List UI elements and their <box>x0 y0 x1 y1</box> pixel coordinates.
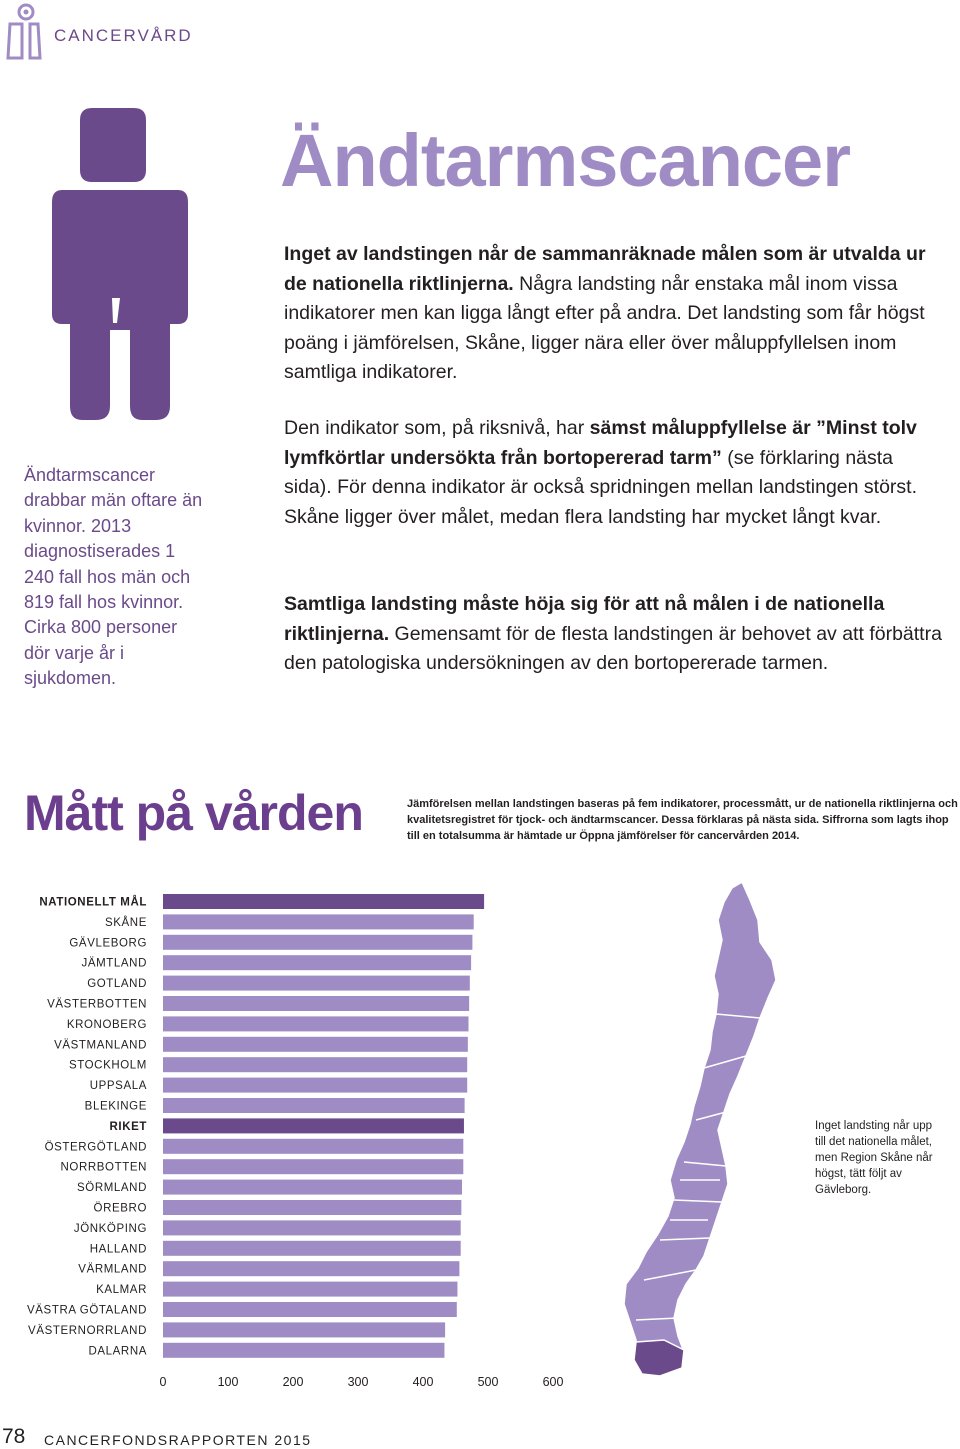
category-label: STOCKHOLM <box>68 1059 147 1072</box>
category-label: JÄMTLAND <box>81 957 147 970</box>
intro-paragraph-1 <box>284 240 944 388</box>
footer-text: CANCERFONDSRAPPORTEN 2015 <box>44 1432 312 1448</box>
x-tick-label: 300 <box>347 1375 369 1389</box>
bar <box>163 1220 461 1235</box>
bar <box>163 1322 445 1337</box>
bar <box>163 1057 467 1072</box>
x-tick-label: 500 <box>477 1375 499 1389</box>
category-label: RIKET <box>109 1120 147 1133</box>
intro-p2-c: (se förklaring nästa sida). För denna indikator är också spridningen mellan landstingen störst. Skåne ligger över målet, medan flera landsting har mycket långt kvar. <box>284 446 918 528</box>
bar <box>163 1016 469 1031</box>
category-label: SÖRMLAND <box>77 1182 147 1195</box>
bar <box>163 1282 457 1297</box>
bar <box>163 1037 468 1052</box>
person-icon <box>50 108 190 423</box>
category-label: SKÅNE <box>105 916 147 929</box>
bar <box>163 1261 459 1276</box>
section-label: CANCERVÅRD <box>54 26 193 45</box>
category-label: NATIONELLT MÅL <box>39 896 147 909</box>
section-icon <box>2 2 46 62</box>
category-label: NORRBOTTEN <box>60 1161 147 1174</box>
category-label: ÖSTERGÖTLAND <box>44 1141 147 1154</box>
x-tick-label: 0 <box>159 1375 167 1389</box>
intro-p3-text: Gemensamt för de flesta landstingen är behovet av att förbättra den patologiska undersökningen av den bortopererade tarmen. <box>284 622 942 674</box>
intro-p1-bold: Inget av landstingen når de sammanräknade målen som är utvalda ur de nationella riktlinjerna. <box>284 243 926 295</box>
page-number: 78 <box>2 1425 26 1448</box>
intro-p1-text: Några landsting når enstaka mål inom vissa indikatorer men kan ligga långt efter på andra. Det landsting som får högst poäng i jämförelsen, Skåne, ligger nära eller över måluppfyllelsen inom samtliga indikatorer. <box>284 272 925 383</box>
map-note: Inget landsting når upp till det nationella målet, men Region Skåne når högst, tätt följt av Gävleborg. <box>815 1120 933 1196</box>
intro-p2-bold: sämst måluppfyllelse är ”Minst tolv lymfkörtlar undersökta från bortopererad tarm” <box>284 417 917 469</box>
category-label: DALARNA <box>88 1345 147 1358</box>
bar <box>163 1159 463 1174</box>
matt-description: Jämförelsen mellan landstingen baseras på fem indikatorer, processmått, ur de nationella riktlinjerna och kvalitetsregistret för tjock- och ändtarmscancer. Dessa förklaras på nästa sida. Siffrorna som lagts ihop till en totalsumma är hämtade ur Öppna jämförelser för cancervården 2014. <box>407 798 958 842</box>
category-label: JÖNKÖPING <box>73 1222 147 1235</box>
category-label: KALMAR <box>96 1284 147 1297</box>
category-label: ÖREBRO <box>93 1202 147 1215</box>
bar <box>163 1098 465 1113</box>
category-label: HALLAND <box>89 1243 147 1256</box>
intro-p3-bold: Samtliga landsting måste höja sig för att nå målen i de nationella riktlinjerna. <box>284 593 885 645</box>
bar <box>163 1078 467 1093</box>
page-title: Ändtarmscancer <box>280 119 851 202</box>
bar <box>163 1200 461 1215</box>
category-label: VÄRMLAND <box>78 1263 147 1276</box>
category-label: GÄVLEBORG <box>69 937 147 950</box>
x-tick-label: 600 <box>542 1375 564 1389</box>
category-label: VÄSTMANLAND <box>54 1039 147 1052</box>
category-label: VÄSTRA GÖTALAND <box>27 1304 147 1317</box>
category-label: VÄSTERBOTTEN <box>47 998 147 1011</box>
bar <box>163 1302 457 1317</box>
bar <box>163 914 474 929</box>
intro-p2-a: Den indikator som, på riksnivå, har <box>284 417 590 439</box>
bar <box>163 935 472 950</box>
bar <box>163 1343 444 1358</box>
category-label: KRONOBERG <box>66 1018 147 1031</box>
sidebar-text: Ändtarmscancer drabbar män oftare än kvinnor. 2013 diagnostiserades 1 240 fall hos män och 819 fall hos kvinnor. Cirka 800 personer dör varje år i sjukdomen. <box>24 465 203 689</box>
category-label: BLEKINGE <box>84 1100 147 1113</box>
x-tick-label: 100 <box>217 1375 239 1389</box>
x-tick-label: 400 <box>412 1375 434 1389</box>
bar <box>163 1139 463 1154</box>
category-label: UPPSALA <box>89 1080 147 1093</box>
bar <box>163 894 484 909</box>
category-label: GOTLAND <box>87 978 147 991</box>
intro-paragraph-2 <box>284 414 944 532</box>
bar <box>163 1118 464 1133</box>
bar <box>163 955 471 970</box>
bar <box>163 1180 462 1195</box>
bar <box>163 1241 461 1256</box>
matt-title: Mått på vården <box>24 785 363 841</box>
bar-chart <box>0 880 600 1400</box>
sweden-map <box>600 880 800 1400</box>
intro-paragraph-3 <box>284 590 944 679</box>
map-region-north <box>624 882 776 1374</box>
x-tick-label: 200 <box>282 1375 304 1389</box>
category-label: VÄSTERNORRLAND <box>28 1324 147 1337</box>
bar <box>163 976 470 991</box>
bar <box>163 996 469 1011</box>
